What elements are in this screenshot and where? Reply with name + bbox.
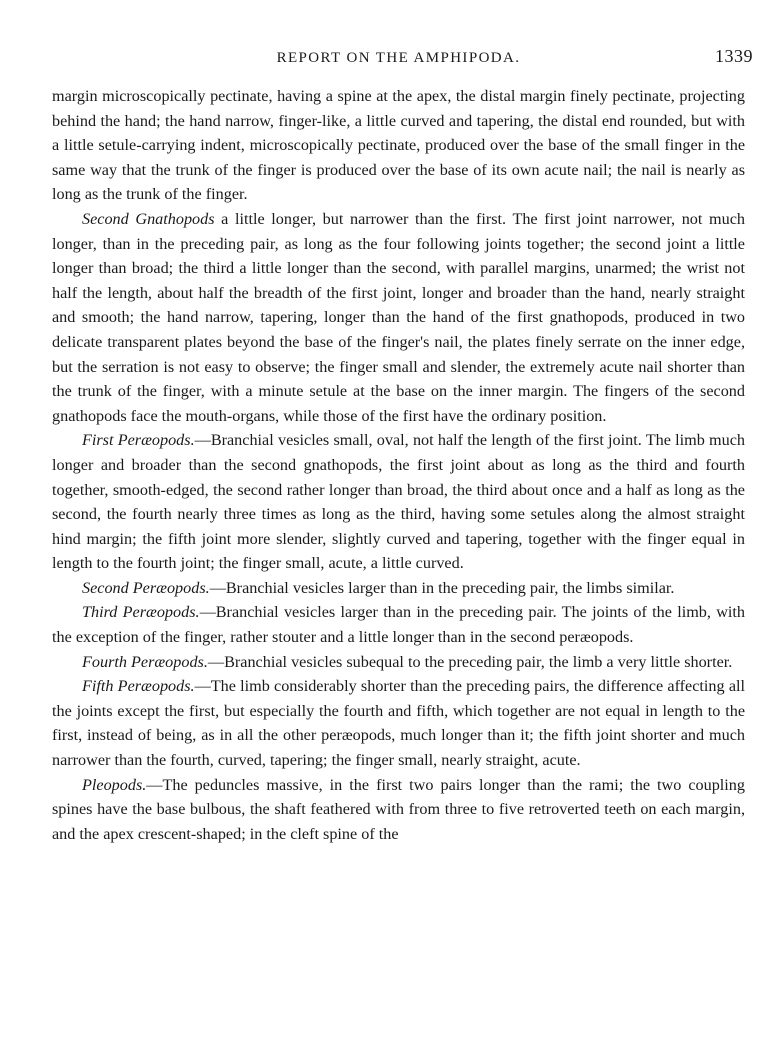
paragraph-heading: Second Gnathopods <box>82 209 215 228</box>
running-title: REPORT ON THE AMPHIPODA. <box>276 50 521 66</box>
paragraph-text: —The peduncles massive, in the first two pairs longer than the rami; the two coupling spines have the base bulbous, the shaft feathered with from three to five retroverted teeth on each margin, and the apex crescent-shaped; in the cleft spine of the <box>52 775 745 843</box>
paragraph-text: a little longer, but narrower than the first. The first joint narrower, not much longer, than in the preceding pair, as long as the four following joints together; the second joint a little longer than broad; the third a little longer than the second, with parallel margins, unarmed; the wrist not half the length, about half the breadth of the first joint, longer and broader than the hand, nearly straight and smooth; the hand narrow, tapering, longer than the hand of the first gnathopods, produced in two delicate transparent plates beyond the base of the finger's nail, the plates finely serrate on the inner edge, but the serration is not easy to observe; the finger small and slender, the extremely acute nail shorter than the trunk of the finger, with a minute setule at the base on the inner margin. The fingers of the second gnathopods face the mouth-organs, while those of the first have the ordinary position. <box>52 209 746 425</box>
paragraph-heading: Fourth Peræopods. <box>82 652 208 671</box>
paragraph-first-peraeopods <box>52 428 745 576</box>
paragraph-pleopods <box>52 773 745 847</box>
running-head <box>52 46 753 70</box>
document-page <box>52 0 753 1050</box>
page-number: 1339 <box>715 46 753 66</box>
body-text <box>52 84 745 846</box>
paragraph-heading: Second Peræopods. <box>82 578 210 597</box>
paragraph-second-peraeopods <box>52 576 745 601</box>
paragraph-text: —The limb considerably shorter than the preceding pairs, the difference affecting all the joints except the first, but especially the fourth and fifth, which together are not equal in length to the first, instead of being, as in all the other peræopods, much longer than it; the fifth joint shorter and much narrower than the fourth, curved, tapering; the finger small, nearly straight, acute. <box>52 677 745 770</box>
paragraph-fourth-peraeopods <box>52 650 745 675</box>
paragraph-text: —Branchial vesicles subequal to the preceding pair, the limb a very little shorter. <box>207 652 733 671</box>
paragraph-fifth-peraeopods <box>52 674 745 772</box>
paragraph-heading: Third Peræopods. <box>82 603 200 622</box>
paragraph-text: —Branchial vesicles larger than in the preceding pair, the limbs similar. <box>209 578 675 597</box>
paragraph-heading: First Peræopods. <box>82 431 195 450</box>
paragraph-second-gnathopods <box>52 207 745 428</box>
paragraph-continuation <box>52 84 745 207</box>
paragraph-third-peraeopods <box>52 600 745 649</box>
paragraph-heading: Pleopods. <box>82 775 147 794</box>
paragraph-text: margin microscopically pectinate, having a spine at the apex, the distal margin finely pectinate, projecting behind the hand; the hand narrow, finger-like, a little curved and tapering, the distal end rounded, but with a little setule-carrying indent, microscopically pectinate, produced over the base of the small finger in the same way that the trunk of the finger is produced over the base of its own acute nail; the nail is nearly as long as the trunk of the finger. <box>52 87 745 204</box>
paragraph-heading: Fifth Peræopods. <box>82 677 195 696</box>
paragraph-text: —Branchial vesicles larger than in the preceding pair. The joints of the limb, with the exception of the finger, rather stouter and a little longer than in the second peræopods. <box>52 603 745 647</box>
paragraph-text: —Branchial vesicles small, oval, not half the length of the first joint. The limb much longer and broader than the second gnathopods, the first joint about as long as the third and fourth together, smooth-edged, the second rather longer than broad, the third about once and a half as long as the second, the fourth nearly three times as long as the third, having some setules along the almost straight hind margin; the fifth joint more slender, slightly curved and tapering, together with the finger equal in length to the fourth joint; the finger small, acute, a little curved. <box>52 431 746 573</box>
